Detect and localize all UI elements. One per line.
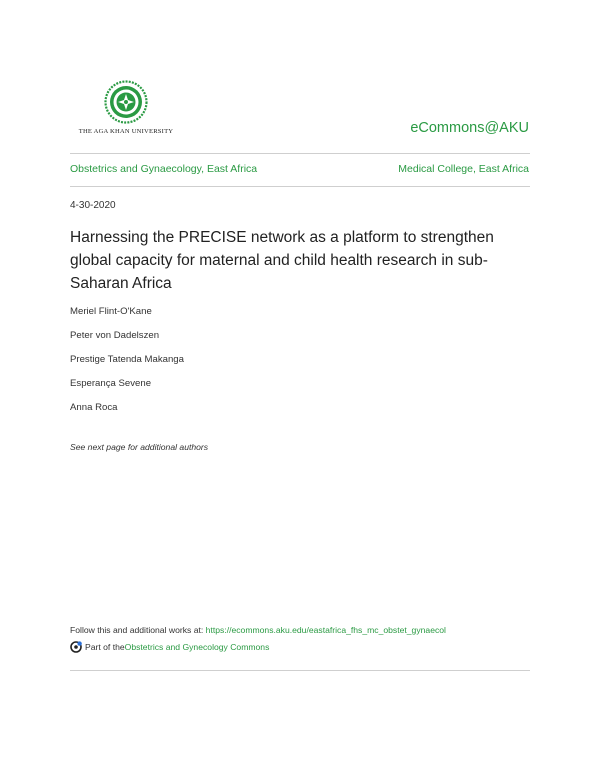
author-item: Meriel Flint-O'Kane (70, 306, 152, 317)
author-list (70, 306, 184, 426)
divider-middle (70, 186, 530, 187)
collection-link-obstetrics[interactable]: Obstetrics and Gynaecology, East Africa (70, 163, 258, 175)
university-name: THE AGA KHAN UNIVERSITY (78, 128, 174, 135)
network-commons-icon (70, 641, 82, 653)
divider-bottom (70, 670, 530, 671)
commons-link[interactable]: Obstetrics and Gynecology Commons (124, 642, 270, 652)
follow-works-line (70, 625, 446, 635)
author-item: Anna Roca (70, 402, 118, 413)
author-item: Peter von Dadelszen (70, 330, 160, 341)
part-of-line (70, 641, 269, 653)
author-item: Esperança Sevene (70, 378, 152, 389)
aku-emblem-icon (104, 80, 148, 124)
see-next-page-note: See next page for additional authors (70, 442, 209, 452)
follow-works-link[interactable]: https://ecommons.aku.edu/eastafrica_fhs_mc_obstet_gynaecol (205, 625, 446, 635)
document-title: Harnessing the PRECISE network as a platform to strengthen global capacity for maternal and child health research in sub-Saharan Africa (70, 229, 494, 292)
follow-prefix: Follow this and additional works at: (70, 625, 206, 635)
part-of-prefix: Part of the (85, 642, 125, 652)
ecommons-brand[interactable]: eCommons@AKU (410, 120, 529, 136)
university-logo (70, 80, 182, 135)
collection-link-medical-college[interactable]: Medical College, East Africa (398, 163, 529, 175)
author-item: Prestige Tatenda Makanga (70, 354, 184, 365)
divider-top (70, 153, 530, 154)
publication-date: 4-30-2020 (70, 200, 116, 211)
